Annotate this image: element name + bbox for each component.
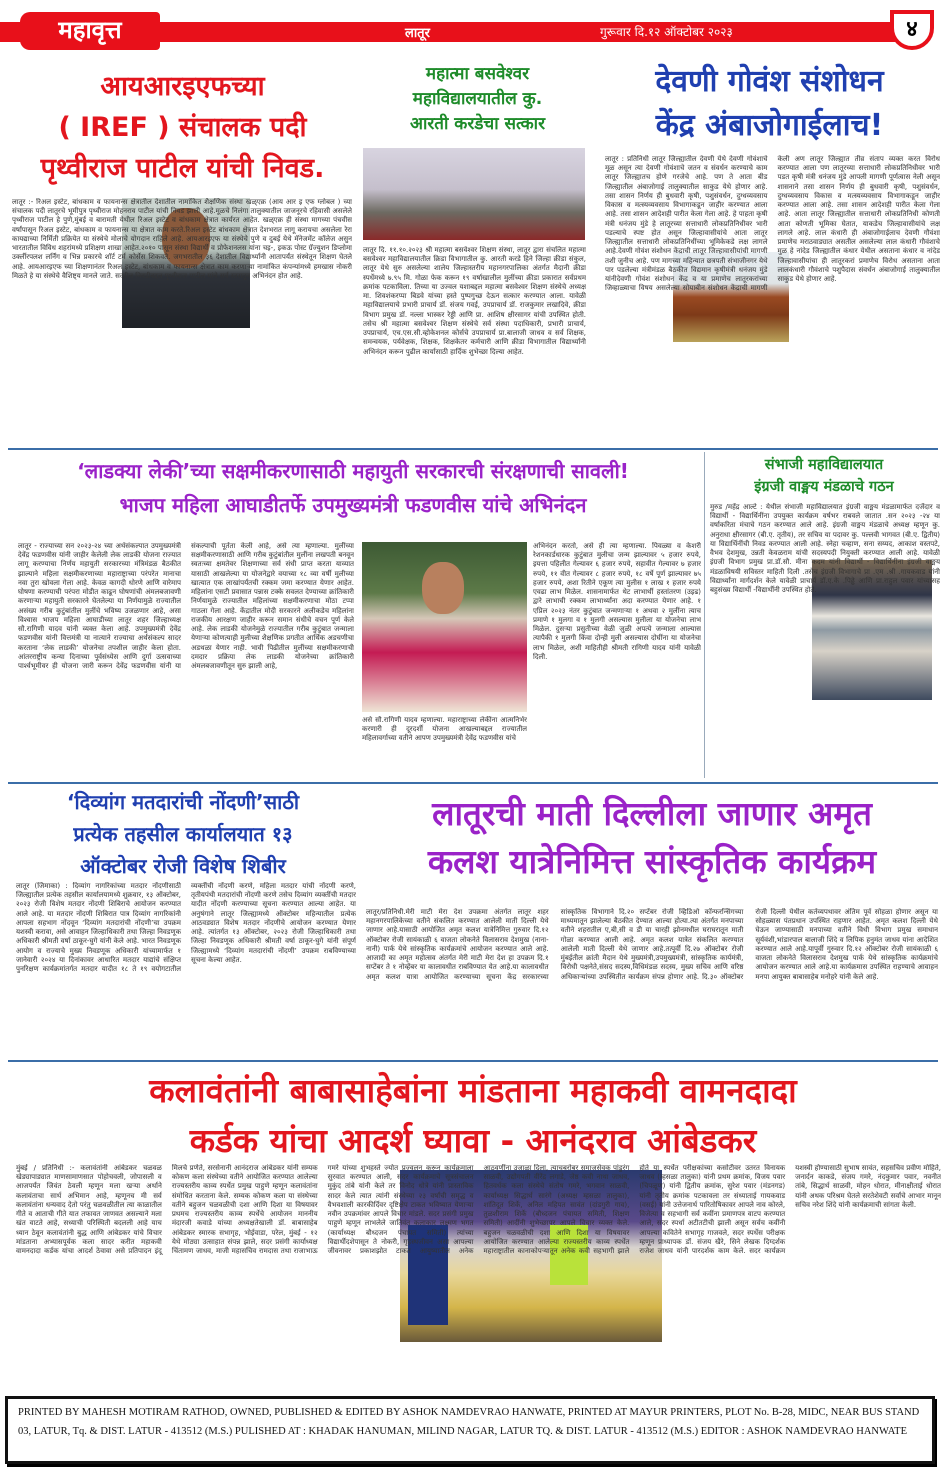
headline-kalavant [8, 1066, 938, 1166]
headline-line: ‘लाडक्या लेकी’च्या सक्षमीकरणासाठी महायुती सरकारची संरक्षणाची सावली! [77, 459, 629, 483]
article-body-kalavant: मुंबई / प्रतिनिधी :- कलावंतांनी आंबेडकर चळवळ खेड्यापाड्यात माणसामाणसात पोहोचवली, जोपासली व आजपर्यंत जिवंत ठेवली म्हणून मला खऱ्या अर्थाने कलावंताचा सार्थ अभिमान आहे, म्हणूनच मी सर्व कलावंतांना धन्यवाद देतो परंतु चळवळीतील त्या काळातील गीते व आताची गीते यात तफावत जाणवत असल्याने मला खंत वाटते आहे, सध्याची परिस्थिती बदलली आहे याच ध्यान ठेवून कलावंतांनी बुद्ध आणि आंबेडकर यांचे विचार मांडताना अभ्यासपूर्वक कला सादर करीत महाकवी वामनदादा कर्डक यांचा आदर्श ठेवावा असे प्रतिपादन इंदू मिलचे प्रणेते, सरसेनानी आनंदराज आंबेडकर यांनी सम्यक कोकण कला संस्थेच्या वतीने आयोजित करण्यात आलेल्या राज्यस्तरीय काव्य स्पर्धेत प्रमुख पाहुणे म्हणून कलावंतांना संमोधित करताना केले. सम्यक कोकण कला या संस्थेच्या वतीने बहुजन चळवळीची दशा आणि दिशा या विषयावर प्रथमच राज्यस्तरीय काव्य स्पर्धेचे आयोजन माननीय मंदारजी कवाडे यांच्या अध्यक्षतेखाली डॉ. बाबासाहेब आंबेडकर स्मारक सभागृह, भोईवाडा, परेल, मुंबई - १२ येथे मोठ्या उत्साहात संपन्न झाले, सदर प्रसंगी कार्याध्यक्ष चिंतामण जाधव, माजी महासचिव रामदास तथा राजाभाऊ गमरे यांच्या शुभहस्ते ज्योत प्रज्वलन करून कार्यक्रमाला सुरवात करण्यात आली, सदर कार्यक्रमाचे सूत्रसंचालन मुकुंद तांबे यांनी केले तर विनोद धोत्रे यांनी प्रास्ताविक सादर केले त्यात त्यांनी संस्थेच्या २३ वर्षांची समृद्ध व वैभवशाली कारकीर्दिवर दृष्टिक्षेप टाकत भविष्यात येणाऱ्या नवीन उपक्रमांवर आपले विचार मांडले. सदर प्रसंगी प्रमुख पाहुणे म्हणून लाभलेले जातिवंत कलाकार लक्ष्मण भगत (कार्याध्यक्ष बौध्दजन पंचायत समिती) त्यांच्या विद्यार्थीदशेपासून ते नोकरी, गृहस्थजीवन असा आपल्या जीवनावर प्रकाशझोत टाकत आयुष्यातील अनेक आठवणींना उजाळा दिला, त्याचबरोबर समाजसेवक पांडुरंग साळवी, उद्योगपती वीरेंद्र लगाडे, जेष्ठ कवी नाथा जाधव, हितवर्धक कला संस्थेचे संतोष गमरे, भगवान साळवी, कार्याध्यक्ष सिद्धार्थ सारंगे (अध्यक्ष म्हसळा तालुका), शांतिदूत शिर्के, अनिल महिपत सावंत (दांडगुरी गाव), तुळशीराम शिर्के (बौध्दजन पंचायत समिती, शिक्षण समिती) आदींनी शुभेच्छापर आपले विचार व्यक्त केले. बहुजन चळवळीची दशा आणि दिशा या विषयावर आयोजित करण्यात आलेल्या राज्यस्तरीय काव्य स्पर्धेत महाराष्ट्रातील कानाकोपऱ्यातून अनेक कवी सहभागी झाले होते या स्पर्धेत परीक्षकांच्या कसोटीवर उतरत विनायक जाधव (म्हसळा तालुका) यांनी प्रथम क्रमांक, विजय पवार (चिपळूण) यांनी द्वितीय क्रमांक, सुरेश पवार (मंडनगड) यांनी तृतीय क्रमांक पटकावला तर संध्याताई गायकवाड (वसई) यांनी उत्तेजनार्थ पारितोषिकावर आपले नाव कोरले, विजेत्या व सहभागी सर्व कवींना प्रमाणपत्र वाटप करण्यात आले, सदर स्पर्धा अटीतटीची झाली असून सर्वच कवींनी आपल्या कवितेने सभागृह गाजवले, सदर स्पर्धेस परीक्षक म्हणून प्राध्यापक डॉ. संजय खैरे, सिने लेखक दिग्दर्शक राजेश जाधव यांनी पारदर्शक काम केले. सदर कार्यक्रम यशस्वी होण्यासाठी सुभाष सावंत, सहसचिव प्रवीण मोहिते, जनार्दन काकडे, संजय गमरे, नंदकुमार पवार, नवनीत तांबे, सिद्धार्थ साळवी, मोहन धोरात, मीनाक्षीताई धोरात यांनी अथक परिश्रम घेतले सरतेशेवटी सर्वांचे आभार मानून सचिव नरेश शिंदे यांनी कार्यक्रमाची सांगता केली. [16, 1164, 941, 1256]
headline-line: आयआरइएफच्या [100, 71, 265, 102]
section-divider [8, 1060, 938, 1062]
photo-felicitation [363, 148, 585, 240]
headline-line: प्रत्येक तहसील कार्यालयात १३ [73, 822, 293, 846]
headline-line: लातूरची माती दिल्लीला जाणार अमृत [432, 794, 872, 833]
headline-devani [597, 60, 942, 148]
headline-divyang [8, 786, 358, 882]
headline-line: कलश यात्रेनिमित्त सांस्कृतिक कार्यक्रम [427, 842, 877, 881]
article-body-mati: लातूर/प्रतिनिधी.मेरी माटी मेरा देश उपक्रमा अंतर्गत लातूर शहर महानगरपालिकेच्या वतीने संकलित करण्यात आलेली माती दिल्ली येथे जाणार आहे.यासाठी आयोजित अमृत कलश यात्रेनिमित्त गुरुवार दि.१२ ऑक्टोबर रोजी सायंकाळी ६ वाजता लोकनेते विलासराव देशमुख (नाना-नानी) पार्क येथे सांस्कृतिक कार्यक्रमांचे आयोजन करण्यात आले आहे. आजादी का अमृत महोत्सव अंतर्गत मेरी माटी मेरा देश हा उपक्रम दि.१ सप्टेंबर ते १ नोव्हेंबर या कालावधीत राबविण्यात येत आहे.या कालावधीत अमृत कलश यात्रा आयोजित करण्याच्या सूचना केंद्र सरकारच्या सांस्कृतिक विभागाने दि.२० सप्टेंबर रोजी व्हिडिओ कॉन्फरन्सिंगच्या माध्यमातून झालेल्या बैठकीत देण्यात आल्या होत्या.त्या अंतर्गत मनपाच्या वतीने शहरातील ए,बी,सी व डी या चारही झोनमधील घराघरातून माती गोळा करण्यात आली आहे. अमृत कलश यात्रेत संकलित करण्यात आलेली माती दिल्ली येथे जाणार आहे.तत्पूर्वी दि.२७ ऑक्टोबर रोजी मुंबईतील क्रांती मैदान येथे मुख्यमंत्री,उपमुख्यमंत्री, सांस्कृतिक कार्यमंत्री, विरोधी पक्षनेते,संसद सदस्य,विधिमंडळ सदस्य, मुख्य सचिव आणि वरिष्ठ अधिकाऱ्यांच्या उपस्थितीत कार्यक्रम संपन्न होणार आहे. दि.३० ऑक्टोबर रोजी दिल्ली येथील कर्तव्यपथावर अंतिम पूर्व सोहळा होणार असून या सोहळ्यास पंतप्रधान उपस्थित राहणार आहेत. अमृत कलश दिल्ली येथे घेऊन जाण्यासाठी मनपाच्या वतीने विधी विभाग प्रमुख समाधान सूर्यवंशी,भांडारपाल बालाजी शिंदे व लिपिक हनुमंत जाधव यांना आदेशित करण्यात आले आहे.यापूर्वी गुरुवार दि.१२ ऑक्टोबर रोजी सायंकाळी ६ वाजता लोकनेते विलासराव देशमुख पार्क येथे सांस्कृतिक कार्यक्रमांचे आयोजन करण्यात आले आहे.या कार्यक्रमास उपस्थित राहण्याचे आवाहन मनपा आयुक्त बाबासाहेब मनोहरे यांनी केले आहे. [366, 908, 938, 981]
headline-sambhaji [706, 454, 942, 498]
headline-line: पृथ्वीराज पाटील यांची निवड. [40, 153, 325, 184]
masthead [0, 8, 945, 54]
article-body-sambhaji: मुरुड /महेंद्र आल्टे : येथील संभाजी महाविद्यालयात इंग्रजी वाङ्मय मंडळामार्फत दर्जेदार व विद्यार्थी - विद्यार्थिनींना उपयुक्त कार्यक्रम वर्षभर राबवले जातात .सन २०२३ -२४ या वर्षाकरिता मंचाचे गठन करण्यात आले आहे. इंग्रजी वाङ्मय मंडळाचे अध्यक्ष म्हणून कु. अनुराधा क्षीरसागर (बी.ए. तृतीय), तर सचिव या पदावर कु. पल्लवी भागवत (बी.ए. द्वितीय) या विद्यार्थिनींची निवड करण्यात आली आहे. स्नेहा चव्हाण, सना सय्यद, आकाश वस्तपटे, वैभव देशमुख, उन्नती केवळराम यांची सदस्यपदी नियुक्ती करण्यात आली आहे. यावेळी इंग्रजी विभाग प्रमुख प्रा.डॉ.सौ. मीना कदम यांनी विद्यार्थी - विद्यार्थिनींना इंग्रजी वाङ्मय मंडळाविषयी सविस्तर माहिती दिली .तसेच इंग्रजी विभागाचे प्रा .एम .श्री .गायकवाड यांनी विद्यार्थ्यांना मार्गदर्शन केले यावेळी प्राचार्य डॉ.ए.के .पिढ्ढे आणि प्रा.राहुल पवार यांच्यासह बहुसंख्य विद्यार्थी -विद्यार्थीनी उपस्थित होते. [710, 503, 940, 595]
article-body-ladki-3: अभिनंदन करतो, असे ही त्या म्हणाल्या. पिवळ्या व केशरी रेशनकार्डधारक कुटुंबात मुलीचा जन्म झाल्यावर ५ हजार रुपये, इयत्ता पहिलीत गेल्यावर ६ हजार रुपये, सहावीत गेल्यावर ७ हजार रुपये, ११ वीत गेल्यावर ८ हजार रुपये, १८ वर्षे पूर्ण झाल्यावर ७५ हजार रुपये, अशा रितीने एकूण त्या मुलीस १ लाख १ हजार रुपये एवढा लाभ मिळेल. शासनामार्फत थेट लाभार्थी हस्तांतरण (उइढ) द्वारे लाभाची रक्कम लाभार्थ्यांना अदा करण्यात येणार आहे. १ एप्रिल २०२३ नंतर कुटुंबात जन्मणाऱ्या १ अथवा २ मुलींना त्याच प्रमाणे १ मुलगा व १ मुलगी असल्यास मुलीला या योजनेचा लाभ मिळेल. दुसऱ्या प्रसुतीच्या वेळी जुळी अपत्ये जन्माला आल्यास त्यापैकी १ मुलगी किंवा दोन्ही मुली असल्यास दोघींना या योजनेचा लाभ मिळेल, अशी माहितीही श्रीमती रागिणी यादव यांनी यावेळी दिली. [533, 542, 701, 661]
photo-ragini-yadav [362, 542, 527, 712]
headline-line: कलावंतांनी बाबासाहेबांना मांडताना महाकवी वामनदादा [149, 1071, 797, 1110]
headline-line: इंग्रजी वाङ्मय मंडळाचे गठन [754, 479, 894, 495]
headline-line: भाजप महिला आघाडीतर्फे उपमुख्यमंत्री फडणवीस यांचे अभिनंदन [119, 493, 587, 517]
headline-mati [362, 790, 942, 886]
headline-ladki [8, 454, 698, 522]
headline-line: महात्मा बसवेश्वर [425, 64, 530, 84]
article-body-ladki-2: असे सौ.रागिणी यादव म्हणाल्या. महाराष्ट्राच्या लेकींना आत्मनिर्भर करणारी ही दूरदर्शी योजना आखल्याबद्दल राज्यातील महिलावर्गाच्या वतीने आपण उपमुख्यमंत्री देवेंद्र फडणवीस यांचे [362, 716, 527, 743]
newspaper-logo: महावृत्त [20, 12, 160, 50]
article-body-ladki: लातूर - राज्याच्या सन २०२३-२४ च्या अर्थसंकल्पात उपमुख्यमंत्री देवेंद्र फडणवीस यांनी जाहीर केलेली लेक लाडकी योजना राज्यात लागू करण्याचा निर्णय महायुती सरकारच्या मंत्रिमंडळ बैठकीत झाल्याने महिला सक्षमीकरणाच्या महाराष्ट्राच्या परंपरेत मानाचा नवा तुरा खोवला गेला आहे. केवळ कागदी धोरणे आणि वारेमाप घोषणा करण्याची परंपरा मोडीत काढून घोषणांची अंमलबजावणी करणाऱ्या महायुती सरकारने घेतलेल्या या निर्णयामुळे राज्यातील असंख्य गरीब कुटुंबांतील मुलींचे भविष्य उजळणार आहे, असा विश्वास भाजप महिला आघाडीच्या लातूर शहर जिल्हाध्यक्ष सौ.रागिणी यादव यांनी व्यक्त केला आहे. उपमुख्यमंत्री देवेंद्र फडणवीस यांनी वित्तमंत्री या नात्याने राज्याचा अर्थसंकल्प सादर करताना ‘लेक लाडकी’ योजनेचा तपशील जाहीर केला होता. आंतरराष्ट्रीय कन्या दिनाच्या पूर्वसंध्येस आणि दुर्गा उत्सवाच्या पार्श्वभूमीवर ही योजना जारी करून देवेंद्र फडणवीस यांनी या संकल्पाची पूर्तता केली आहे, असे त्या म्हणाल्या. मुलींच्या सक्षमीकरणासाठी आणि गरीब कुटुंबांतील मुलींना लखपती बनवून स्वतःच्या क्षमतेवर शिक्षणाच्या सर्व संधी प्राप्त करता याव्यात यासाठी आखलेल्या या योजनेद्वारे वयाच्या १८ व्या वर्षी मुलीच्या खात्यात एक लाखांपर्यंतची रक्कम जमा करण्यात येणार आहेत. महिलांना एसटी प्रवासात पन्नास टक्के सवलत देण्याच्या क्रांतिकारी निर्णयामुळे राज्यातील महिलांच्या सक्षमीकरणाचा मोठा टप्पा गाठला गेला आहे. केंद्रातील मोदी सरकारने अलीकडेच महिलांना राजकीय आरक्षण जाहीर करून समान संधीचे वचन पूर्ण केले आहे. लेक लाडकी योजनेमुळे राज्यातील गरीब कुटुंबात जन्माला येणाऱ्या कोणत्याही मुलीच्या शैक्षणिक प्रगतीत आर्थिक अडचणीचा अडथळा येणार नाही. भावी पिढीतील मुलींच्या सक्षमीकरणाची दमदार प्रक्रिया लेक लाडकी योजनेच्या क्रांतिकारी अंमलबजावणीतून सुरु झाली आहे, [18, 542, 354, 671]
section-divider [8, 782, 938, 784]
headline-line: ऑक्टोबर रोजी विशेष शिबीर [80, 854, 286, 878]
article-body-divyang: लातूर (जिमाका) : दिव्यांग नागरिकांच्या मतदार नोंदणीसाठी जिल्ह्यातील प्रत्येक तहसील कार्यालयामध्ये शुक्रवार, १३ ऑक्टोबर, २०२३ रोजी विशेष मतदार नोंदणी शिबिराचे आयोजन करण्यात आले आहे. या मतदार नोंदणी शिबिरात पात्र दिव्यांग नागरिकांनी आपला सहभाग नोंदवून ‘दिव्यांग मतदारांची नोंदणी’चा उपक्रम यशस्वी करावा, असे आवाहन जिल्हाधिकारी तथा जिल्हा निवडणूक अधिकारी श्रीमती वर्षा ठाकूर-घुगे यांनी केले आहे. भारत निवडणूक आयोग व राज्याचे मुख्य निवडणूक अधिकारी यांच्यामार्फत १ जानेवारी २०२४ या दिनांकावर आधारित मतदार याद्यांचे संक्षिप्त पुनरिक्षण कार्यक्रमांतर्गत मतदार यादीत १८ ते १९ वयोगटातील व्यक्तींची नोंदणी करणे, महिला मतदार यांची नोंदणी करणे, तृतीयपंथी मतदारांची नोंदणी करणे तसेच दिव्यांग व्यक्तींची मतदार यादीत नोंदणी करण्याच्या सूचना करण्यात आल्या आहेत. या अनुषंगाने लातूर जिल्ह्यामध्ये ऑक्टोबर महिन्यातील प्रत्येक आठवड्यात विशेष मतदार नोंदणीचे आयोजन करण्यात येणार आहे. त्यांतर्गत १३ ऑक्टोबर, २०२३ रोजी जिल्हाधिकारी तथा जिल्हा निवडणूक अधिकारी श्रीमती वर्षा ठाकूर-घुगे यांनी संपूर्ण जिल्ह्यामध्ये ‘दिव्यांग मतदारांची नोंदणी’ उपक्रम राबविण्याच्या सूचना केल्या आहेत. [16, 882, 356, 974]
article-body-iref: लातूर :- रिअल इस्टेट, बांधकाम व फायनान्स क्षेत्रातील देशातील नामांकित शैक्षणिक संस्था खळ्एक्र (आय आर इ एफ ग्लोबल ) च्या संचालक पदी लातूरचे भूमीपुत्र पृथ्वीराज मोहनराव पाटील यांची निवड झाली आहे.मूळचे निलंगा तालुक्यातील जाजनूरचे रहिवासी असलेले पृथ्वीराज पाटील हे पुणे,मुंबई व बारामती येथील रिअल इस्टेट व बांधकाम क्षेत्रात कार्यरत आहेत. खळ्एक्र ही संस्था मागच्या पंचवीस वर्षांपासून रिअल इस्टेट, बांधकाम व फायनान्स या क्षेत्रात काम करते.रिअल इस्टेट बांधकाम क्षेत्रात देशभरात लागू करायचा असलेला रेरा कायद्याच्या निर्मिती प्रक्रियेत या संस्थेचे मोलाचे योगदान राहिले आहे. आयआरइएफ या संस्थेचे पुणे व दुबई येथे मॅनेजमेंट कॉलेज असुन भारतातील विविध शहरांमध्ये प्रशिक्षण शाखा आहेत.२०१० पासून संस्था विद्यार्थी व प्रोफेशनलस यांना चइ-, इकऊ पोस्ट ग्रॅज्युशन डिप्लोमा उर्क्लीरपलश लर्निंग व भिन्न प्रकारचे शॉर्ट टर्म कोर्सेस शिकवते. जगभरातील ३६ देशातील विद्यार्थ्यांनी आतापर्यंत संस्थेतून शिक्षण घेतले आहे. आयआरइएफ च्या शिक्षणानंतर रिअल इस्टेट, बांधकाम व फायनान्स क्षेत्रात काम करणाऱ्या नामांकित कंपन्यांमध्ये हमखास नोकरी मिळते हे या संस्थेचे वैशिष्ट्य मानले जाते. सदरील निवडीबद्दल पृथ्वीराज पाटील यांचे सर्व स्तरातून अभिनंदन होत आहे. [12, 198, 352, 280]
article-body-basaveshwar: लातूर दि. ११.१०.२०२३ श्री महात्मा बसवेश्वर शिक्षण संस्था, लातूर द्वारा संचलित महात्मा बसवेश्वर महाविद्यालयातील क्रिडा विभागातील कु. आरती करडे हिने जिल्हा क्रीडा संकुल, लातूर येथे सुरु असलेल्या शालेय जिल्हास्तरीय महानगरपालिका अंतर्गत मैदानी क्रीडा स्पर्धेमध्ये ७.९५ मि. गोळा फेक करून १९ वर्षाखालील मुलींच्या क्रीडा प्रकारात सर्वप्रथम क्रमांक पटकाविला. तिच्या या उज्वल यशाबद्दल महात्मा बसवेश्वर शिक्षण संस्थेचे अध्यक्ष मा. शिवशंकरप्पा बिडवे यांच्या हस्ते पुष्पगुच्छ देऊन सत्कार करण्यात आला. यावेळी महाविद्यालयाचे प्रभारी प्राचार्य डॉ. संजय गवई, उपप्राचार्य डॉ. राजकुमार लखादिवे, क्रीडा विभाग प्रमुख डॉ. नल्ला भास्कर रेड्डी आणि प्रा. आशिष क्षीरसागर यांची उपस्थित होती. तसेच श्री महात्मा बसवेश्वर शिक्षण संस्थेचे सर्व संस्था पदाधिकारी, प्रभारी प्राचार्य, उपप्राचार्य, एच.एस.सी.व्होकेशनल कोर्सचे उपप्राचार्य प्रा.बालाजी जाधव व सर्व शिक्षक, समन्वयक, पर्यवेक्षक, शिक्षक, शिक्षकेतर कर्मचारी आणि क्रीडा विभागातील विद्यार्थ्यांनी अभिनंदन करून पुढील कार्यासाठी हार्दिक शुभेच्छा दिल्या आहेत. [363, 246, 586, 356]
imprint-footer: PRINTED BY MAHESH MOTIRAM RATHOD, OWNED, PUBLISHED & EDITED BY ASHOK NAMDEVRAO HANWATE, PRINTED AT MAYUR PRINTERS, PLOT No. B-28, MIDC, NEAR BUS STAND 03, LATUR, Tq. & DIST. LATUR - 413512 (M.S.) PULISHED AT : KHADAK HANUMAN, MILIND NAGAR, LATUR TQ. & DIST. LATUR - 413512 (M.S.) EDITOR : ASHOK NAMDEVRAO HANWATE [5, 1396, 935, 1464]
headline-basaveshwar [360, 62, 595, 137]
section-divider [8, 448, 938, 450]
headline-iref [10, 66, 355, 189]
headline-line: महाविद्यालयातील कु. [412, 89, 543, 109]
article-body-devani: लातूर : प्रतिनिधी लातूर जिल्ह्यातील देवणी येथे देवणी गोवंशाचे मूळ असून त्या देवणी गोवंशाचे जतन व संवर्धन करण्याचे काम लातूर जिल्ह्यातच होणे गरजेचे आहे. पण ते आता बीड जिल्ह्यातील अंबाजोगाई तालुक्यातील साकुड येथे होणार आहे. तसा शासन निर्णय ही बुधवारी कृषी, पशुसंवर्धन, दुग्धव्यवसाय विकास व मत्स्यव्यवसाय विभागाकडून जाहीर करण्यात आला आहे. तसा शासन आदेशही पारीत केला गेला आहे. हे पाहता कृषी मंत्री धनंजय मुंडे हे लातूरच्या सत्ताधारी लोकप्रतिनिधीवर भारी पडल्याचे स्पष्ट होत असून जिल्हावासीयांचे आता लातूर जिल्ह्यातील सत्ताधारी लोकप्रतिनिधींच्या भूमिकेकडे लक्ष लागले आहे.देवणी गोवंश संशोधन केंद्राची लातूर जिल्हावासीयांची मागणी तशी जुनीच आहे. पण मागच्या महिन्यात छत्रपती संभाजीनगर येथे पार पडलेल्या मंत्रीमंडळ बैठकीत विद्यमान कृषीमंत्री धनंजय मुंडे यांनीदेवणी गोवंश संशोधन केंद्र व या प्रमाणेच लातूरकरांच्या जिव्हाळ्याचा विषय असलेल्या सोयाबीन संशोधन केंद्राची मागणी केली अण लातूर जिल्ह्यात तीव्र संताप व्यक्त करत विरोध करण्यात आला पण लातूरच्या सत्ताधारी लोकप्रतिनिधीवर भारी पडत कृषी मंत्री धनंजय मुंडे आपली मागणी पूर्णत्वास नेली असून शासनाने तसा शासन निर्णय ही बुधवारी कृषी, पशुसंवर्धन, दुग्धव्यवसाय विकास व मत्स्यव्यवसाय विभागाकडून जाहीर करण्यात आला आहे. तसा शासन आदेशही पारीत केला गेला आहे. आता लातूर जिल्ह्यातील सत्ताधारी लोकप्रतिनिधी कोणती आता कोणती भूमिका घेतात, याकडेच जिल्हावासीयांचे लक्ष लागले आहे. लाल कंधारी ही अंबाजोगाईलाच देवणी गौवंशा प्रमाणेच मराठवाड्यात असतील असलेल्या लाल कंधारी गौवंशाचे मुळ हे नांदेड जिल्ह्यातील कंधार येथील असताना कंधार व नांदेड जिल्हावासीयांचा ही लातूरकरां प्रमाणेच विरोध असताना आता लालकंधारी गौवंशाचे पशुपैदास संवर्धन अंबाजोगाई तालुक्यातील साकुड येथे होणार आहे. [605, 155, 940, 293]
headline-line: संभाजी महाविद्यालयात [764, 457, 884, 473]
issue-date: गुरूवार दि.१२ ऑक्टोबर २०२३ [600, 25, 733, 39]
column-divider [704, 452, 705, 778]
headline-line: ( IREF ) संचालक पदी [58, 112, 307, 143]
headline-line: केंद्र अंबाजोगाईलाच! [655, 108, 884, 143]
edition-city: लातूर [405, 26, 430, 41]
headline-line: ‘दिव्यांग मतदारांची नोंदणी’साठी [66, 790, 300, 814]
headline-line: देवणी गोवंश संशोधन [655, 64, 884, 99]
headline-line: आरती करडेचा सत्कार [409, 114, 546, 134]
headline-line: कर्डक यांचा आदर्श घ्यावा - आनंदराव आंबेडकर [189, 1121, 757, 1160]
page-number: ४ [890, 10, 934, 50]
